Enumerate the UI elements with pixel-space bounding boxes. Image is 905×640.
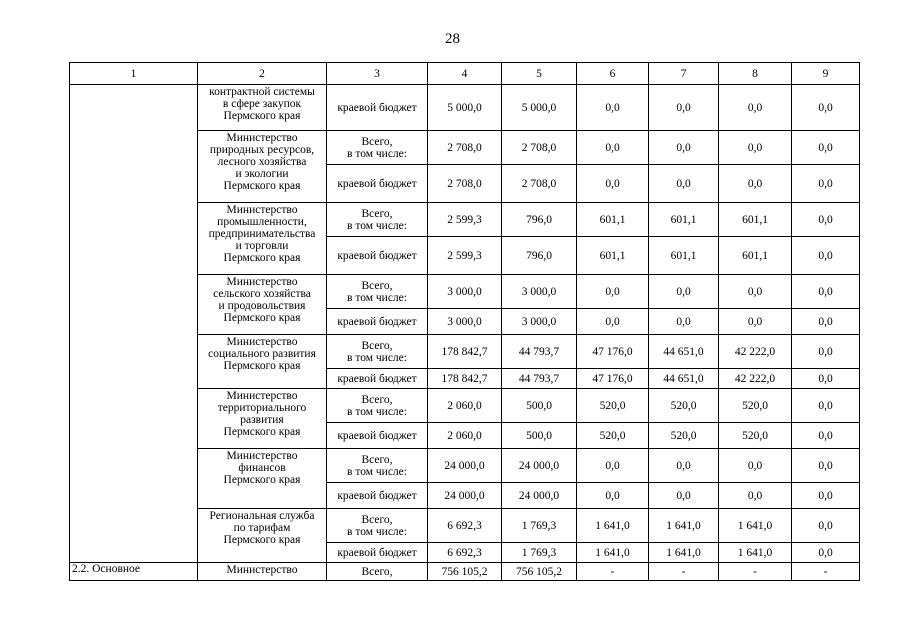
funding-source-cell: Всего, [327, 563, 428, 581]
amount-cell: 24 000,0 [502, 449, 577, 483]
amount-cell: 3 000,0 [502, 275, 577, 309]
organization-cell: Министерство финансов Пермского края [198, 449, 327, 509]
amount-cell: 0,0 [577, 483, 649, 509]
amount-cell: 0,0 [649, 165, 719, 203]
amount-cell: 24 000,0 [428, 483, 502, 509]
amount-cell: 0,0 [792, 369, 860, 389]
funding-source-cell: Всего, в том числе: [327, 131, 428, 165]
amount-cell: 0,0 [792, 203, 860, 237]
funding-source-cell: Всего, в том числе: [327, 509, 428, 543]
header-cell: 8 [719, 63, 792, 85]
amount-cell: 2 708,0 [428, 131, 502, 165]
amount-cell: 0,0 [649, 275, 719, 309]
amount-cell: 1 769,3 [502, 543, 577, 563]
table-row [70, 563, 860, 581]
amount-cell: 0,0 [719, 449, 792, 483]
amount-cell: 520,0 [719, 423, 792, 449]
amount-cell: 0,0 [792, 165, 860, 203]
amount-cell: 24 000,0 [428, 449, 502, 483]
header-cell: 2 [198, 63, 327, 85]
amount-cell: 2 708,0 [502, 165, 577, 203]
table-row [70, 85, 860, 131]
amount-cell: 6 692,3 [428, 509, 502, 543]
amount-cell: 0,0 [792, 483, 860, 509]
amount-cell: 520,0 [719, 389, 792, 423]
amount-cell: 2 060,0 [428, 389, 502, 423]
funding-source-cell: краевой бюджет [327, 309, 428, 335]
amount-cell: 1 641,0 [649, 543, 719, 563]
page-number: 28 [445, 31, 460, 47]
funding-source-cell: Всего, в том числе: [327, 389, 428, 423]
header-cell: 3 [327, 63, 428, 85]
amount-cell: 3 000,0 [502, 309, 577, 335]
amount-cell: 44 793,7 [502, 369, 577, 389]
amount-cell: 756 105,2 [428, 563, 502, 581]
amount-cell: 0,0 [577, 275, 649, 309]
header-cell: 1 [70, 63, 198, 85]
funding-source-cell: Всего, в том числе: [327, 203, 428, 237]
header-cell: 6 [577, 63, 649, 85]
amount-cell: 0,0 [649, 483, 719, 509]
table-body [70, 63, 860, 581]
header-row [70, 63, 860, 85]
amount-cell: 0,0 [577, 131, 649, 165]
organization-cell: Министерство территориального развития Пермского края [198, 389, 327, 449]
amount-cell: 0,0 [792, 389, 860, 423]
amount-cell: 1 641,0 [649, 509, 719, 543]
amount-cell: 0,0 [649, 85, 719, 131]
amount-cell: 0,0 [792, 309, 860, 335]
amount-cell: 601,1 [577, 203, 649, 237]
amount-cell: 0,0 [792, 543, 860, 563]
amount-cell: 178 842,7 [428, 369, 502, 389]
amount-cell: 0,0 [792, 237, 860, 275]
amount-cell: 0,0 [792, 131, 860, 165]
amount-cell: 601,1 [577, 237, 649, 275]
amount-cell: 0,0 [719, 131, 792, 165]
amount-cell: 0,0 [577, 85, 649, 131]
amount-cell: 44 651,0 [649, 369, 719, 389]
funding-source-cell: Всего, в том числе: [327, 449, 428, 483]
amount-cell: 520,0 [649, 423, 719, 449]
amount-cell: 24 000,0 [502, 483, 577, 509]
amount-cell: 2 708,0 [428, 165, 502, 203]
amount-cell: - [649, 563, 719, 581]
funding-source-cell: краевой бюджет [327, 543, 428, 563]
amount-cell: 1 641,0 [719, 543, 792, 563]
organization-cell: Министерство социального развития Пермского края [198, 335, 327, 389]
amount-cell: 44 793,7 [502, 335, 577, 369]
amount-cell: 601,1 [719, 203, 792, 237]
funding-source-cell: краевой бюджет [327, 369, 428, 389]
organization-cell: Министерство [198, 563, 327, 581]
amount-cell: 0,0 [792, 449, 860, 483]
amount-cell: 0,0 [649, 131, 719, 165]
amount-cell: 520,0 [649, 389, 719, 423]
amount-cell: 5 000,0 [502, 85, 577, 131]
amount-cell: 0,0 [719, 483, 792, 509]
amount-cell: 0,0 [719, 309, 792, 335]
amount-cell: 0,0 [577, 449, 649, 483]
amount-cell: 0,0 [649, 449, 719, 483]
amount-cell: 796,0 [502, 203, 577, 237]
amount-cell: 601,1 [649, 237, 719, 275]
amount-cell: 500,0 [502, 423, 577, 449]
amount-cell: 1 641,0 [577, 543, 649, 563]
amount-cell: 1 641,0 [719, 509, 792, 543]
amount-cell: 0,0 [577, 165, 649, 203]
amount-cell: - [792, 563, 860, 581]
amount-cell: 47 176,0 [577, 335, 649, 369]
amount-cell: 0,0 [577, 309, 649, 335]
amount-cell: 42 222,0 [719, 335, 792, 369]
amount-cell: 178 842,7 [428, 335, 502, 369]
amount-cell: 6 692,3 [428, 543, 502, 563]
amount-cell: 3 000,0 [428, 309, 502, 335]
amount-cell: 0,0 [792, 509, 860, 543]
header-cell: 4 [428, 63, 502, 85]
amount-cell: 0,0 [719, 85, 792, 131]
amount-cell: 601,1 [719, 237, 792, 275]
funding-source-cell: Всего, в том числе: [327, 275, 428, 309]
organization-cell: Министерство сельского хозяйства и продовольствия Пермского края [198, 275, 327, 335]
amount-cell: 0,0 [792, 335, 860, 369]
program-cell [70, 85, 198, 563]
amount-cell: 796,0 [502, 237, 577, 275]
funding-source-cell: краевой бюджет [327, 165, 428, 203]
amount-cell: 520,0 [577, 389, 649, 423]
funding-source-cell: краевой бюджет [327, 483, 428, 509]
amount-cell: 2 599,3 [428, 237, 502, 275]
funding-source-cell: Всего, в том числе: [327, 335, 428, 369]
amount-cell: 0,0 [792, 85, 860, 131]
amount-cell: 44 651,0 [649, 335, 719, 369]
amount-cell: 42 222,0 [719, 369, 792, 389]
organization-cell: Региональная служба по тарифам Пермского края [198, 509, 327, 563]
amount-cell: 520,0 [577, 423, 649, 449]
program-cell: 2.2. Основное [70, 563, 198, 581]
amount-cell: 3 000,0 [428, 275, 502, 309]
amount-cell: 1 769,3 [502, 509, 577, 543]
amount-cell: 601,1 [649, 203, 719, 237]
amount-cell: 2 599,3 [428, 203, 502, 237]
amount-cell: 5 000,0 [428, 85, 502, 131]
amount-cell: 1 641,0 [577, 509, 649, 543]
funding-source-cell: краевой бюджет [327, 423, 428, 449]
organization-cell: Министерство промышленности, предпринимательства и торговли Пермского края [198, 203, 327, 275]
amount-cell: 0,0 [649, 309, 719, 335]
organization-cell: контрактной системы в сфере закупок Пермского края [198, 85, 327, 131]
amount-cell: 0,0 [792, 275, 860, 309]
amount-cell: 756 105,2 [502, 563, 577, 581]
funding-source-cell: краевой бюджет [327, 85, 428, 131]
funding-source-cell: краевой бюджет [327, 237, 428, 275]
organization-cell: Министерство природных ресурсов, лесного хозяйства и экологии Пермского края [198, 131, 327, 203]
amount-cell: 0,0 [719, 165, 792, 203]
amount-cell: 2 708,0 [502, 131, 577, 165]
amount-cell: 500,0 [502, 389, 577, 423]
amount-cell: 0,0 [792, 423, 860, 449]
amount-cell: - [719, 563, 792, 581]
amount-cell: - [577, 563, 649, 581]
header-cell: 7 [649, 63, 719, 85]
header-cell: 5 [502, 63, 577, 85]
amount-cell: 47 176,0 [577, 369, 649, 389]
budget-table [69, 62, 860, 581]
amount-cell: 0,0 [719, 275, 792, 309]
amount-cell: 2 060,0 [428, 423, 502, 449]
header-cell: 9 [792, 63, 860, 85]
